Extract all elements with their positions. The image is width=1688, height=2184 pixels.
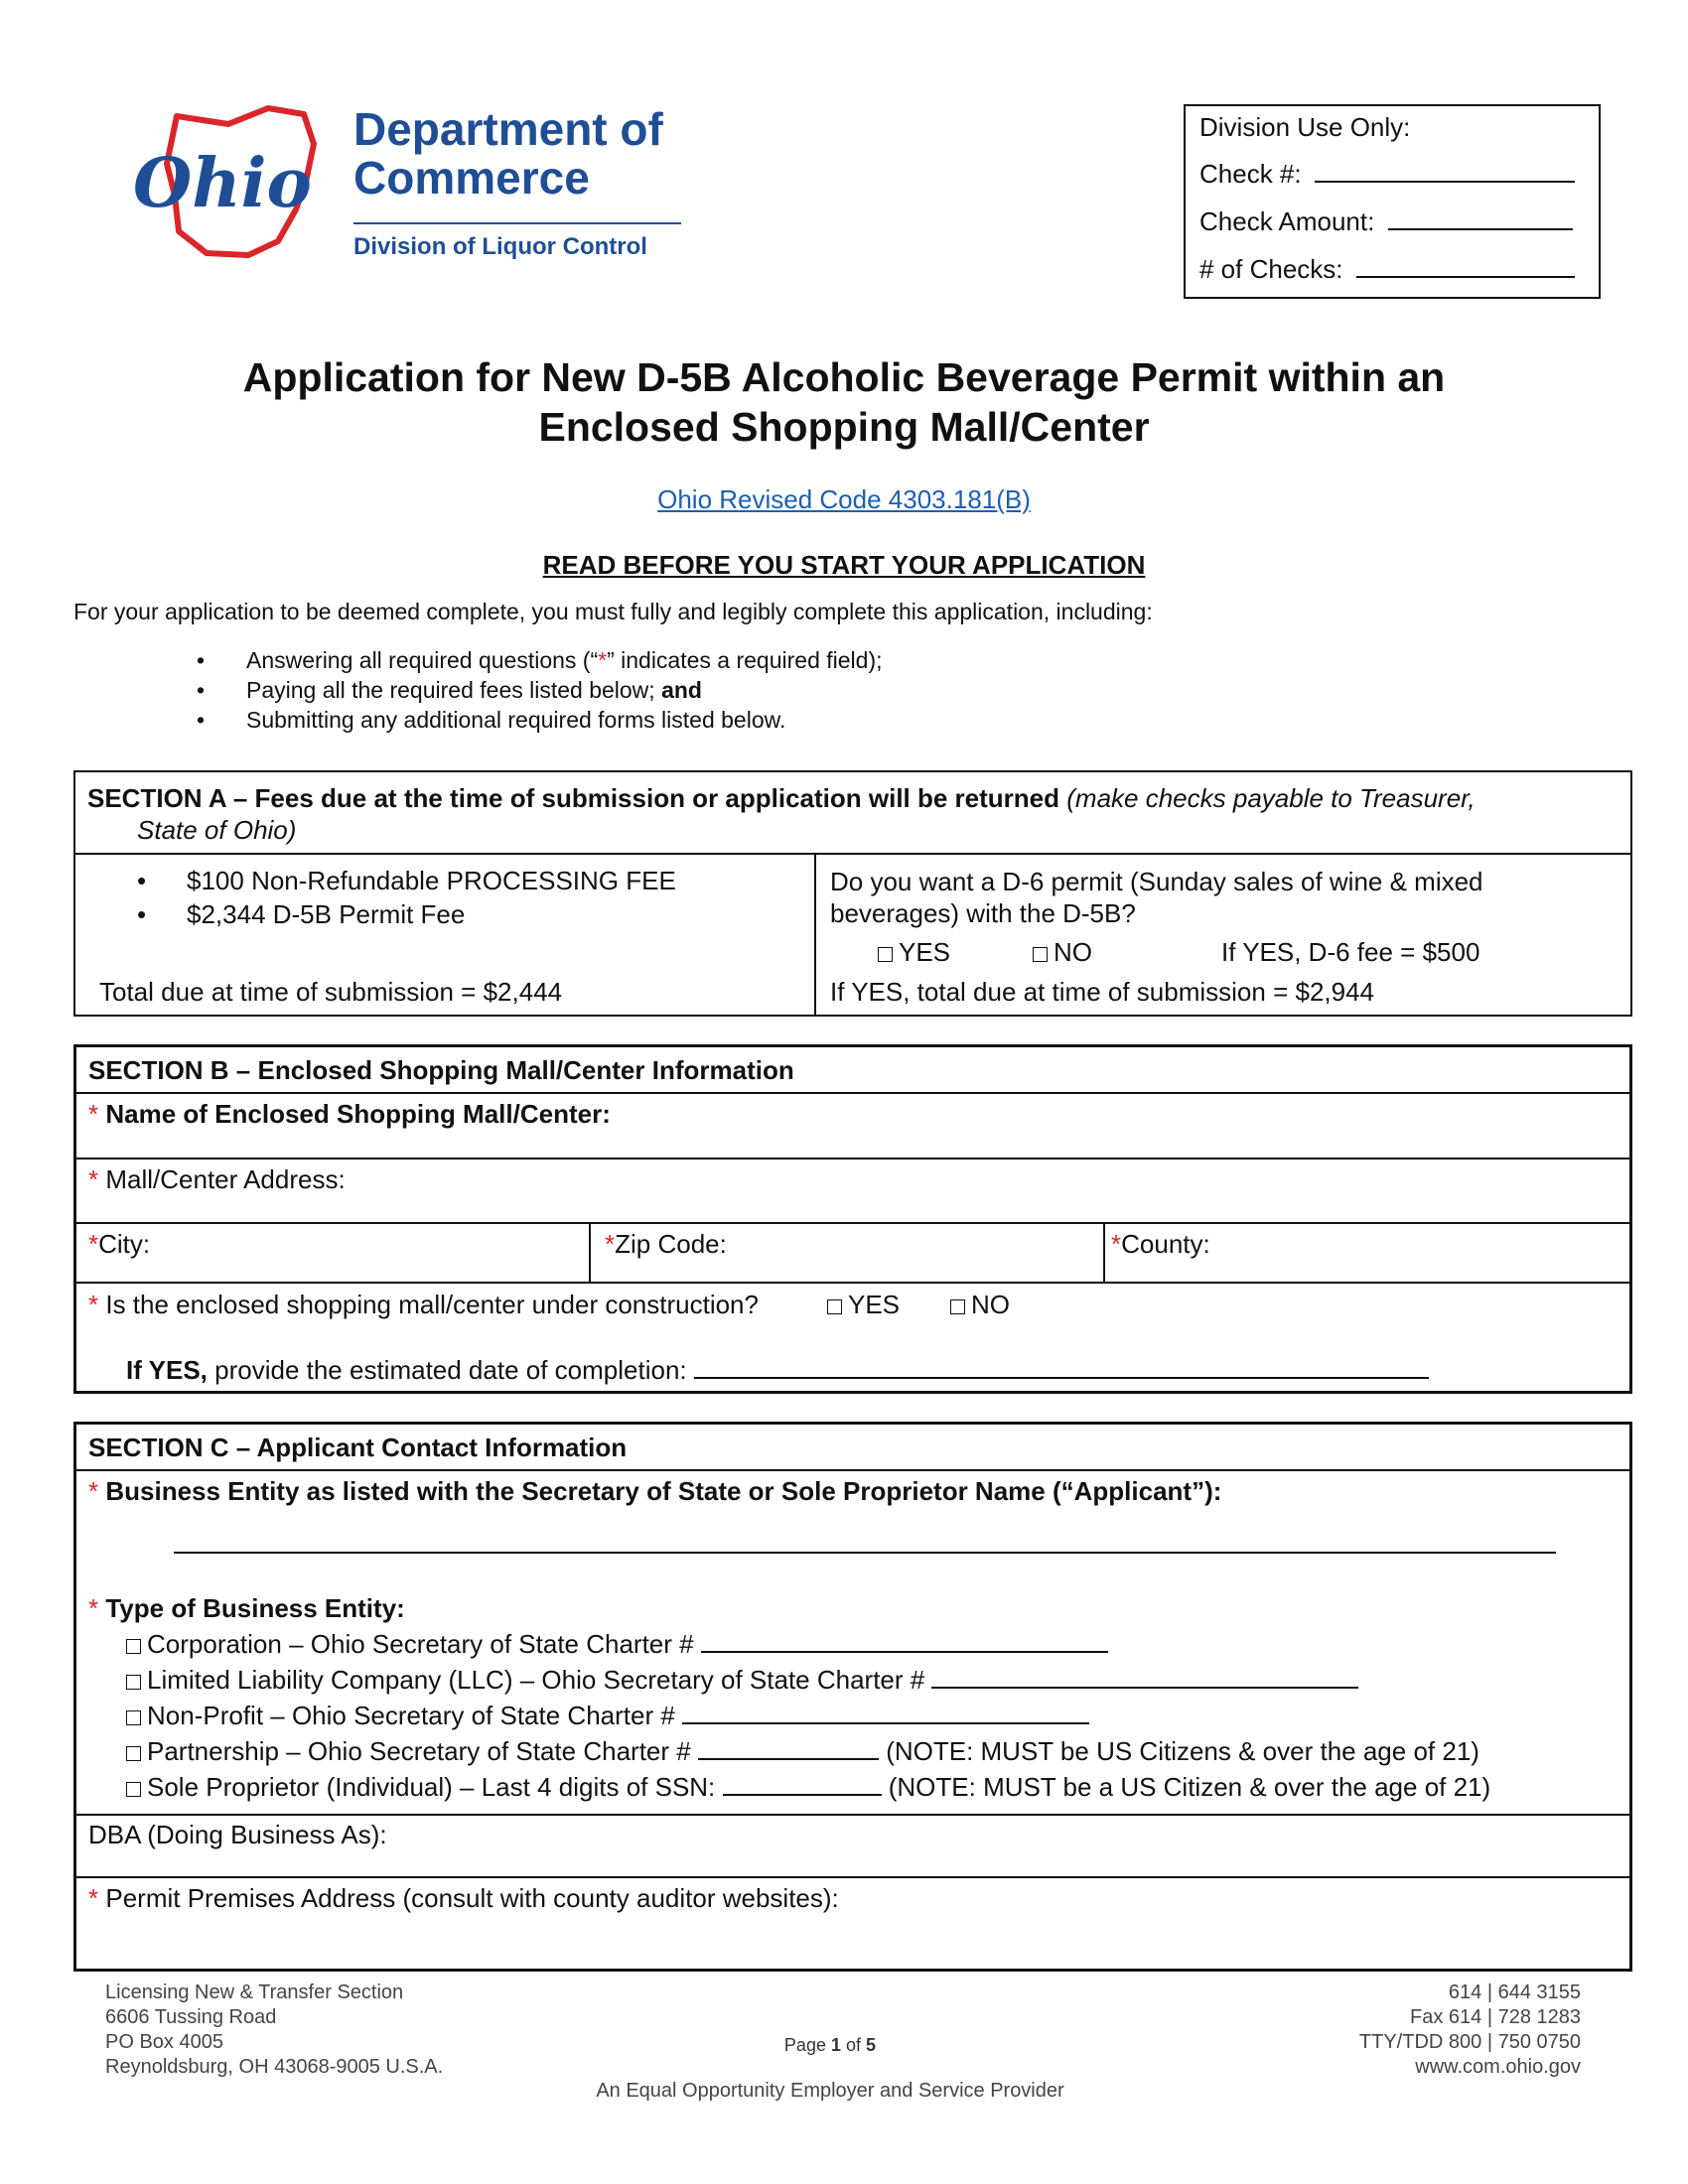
entity-type-label (88, 1593, 405, 1624)
divider (1103, 1222, 1105, 1282)
divider (76, 1282, 1629, 1284)
zip-text: Zip Code: (615, 1229, 727, 1259)
required-star: * (88, 1164, 99, 1194)
footer-address (105, 1980, 443, 2080)
required-star: * (605, 1229, 616, 1259)
section-a-note: (make checks payable to Treasurer, (1066, 783, 1476, 813)
bullet-required-questions (246, 647, 883, 674)
mall-address-label (88, 1164, 346, 1195)
partnership-note: (NOTE: MUST be US Citizens & over the age of 21) (886, 1736, 1479, 1766)
divider (76, 1814, 1629, 1816)
required-star: * (88, 1593, 99, 1623)
divider (76, 1876, 1629, 1878)
sole-proprietor-note: (NOTE: MUST be a US Citizen & over the age of 21) (888, 1772, 1491, 1802)
corporation-label: Corporation – Ohio Secretary of State Charter # (147, 1629, 694, 1659)
partnership-label: Partnership – Ohio Secretary of State Charter # (147, 1736, 691, 1766)
check-amount-row (1199, 206, 1573, 237)
d6-fee: If YES, D-6 fee = $500 (1221, 937, 1480, 967)
section-c (73, 1422, 1632, 1972)
entity-name-field[interactable] (174, 1552, 1556, 1554)
check-number-field[interactable] (1315, 181, 1575, 183)
footer-city: Reynoldsburg, OH 43068-9005 U.S.A. (105, 2056, 444, 2078)
fee-processing: • $100 Non-Refundable PROCESSING FEE (137, 866, 676, 895)
mall-name-field[interactable] (76, 1135, 1629, 1155)
required-star: * (88, 1229, 99, 1259)
footer-section-name: Licensing New & Transfer Section (105, 1981, 404, 2003)
num-checks-row (1199, 254, 1575, 285)
mall-address-text: Mall/Center Address: (105, 1164, 346, 1194)
title-line2: Enclosed Shopping Mall/Center (538, 404, 1150, 450)
page-total: 5 (866, 2035, 877, 2055)
department-name-line2: Commerce (353, 152, 590, 204)
division-use-title: Division Use Only: (1199, 112, 1411, 142)
corporation-charter-field[interactable] (701, 1651, 1108, 1653)
construction-no-option[interactable] (950, 1290, 1010, 1320)
premises-address-label (88, 1883, 839, 1914)
section-b-heading: SECTION B – Enclosed Shopping Mall/Center Information (88, 1055, 794, 1085)
llc-charter-field[interactable] (931, 1687, 1358, 1689)
check-amount-label: Check Amount: (1199, 206, 1375, 236)
d6-yes-label: YES (899, 937, 951, 967)
llc-label: Limited Liability Company (LLC) – Ohio Secretary of State Charter # (147, 1665, 925, 1695)
required-star: * (598, 647, 608, 673)
if-yes-label: If YES, (126, 1355, 208, 1385)
completion-date-field[interactable] (694, 1377, 1429, 1379)
divider (75, 853, 1630, 855)
premises-address-text: Permit Premises Address (consult with county auditor websites): (105, 1883, 839, 1913)
d6-no-checkbox[interactable] (1033, 947, 1048, 962)
bullet-fees (246, 677, 702, 704)
construction-question (88, 1290, 759, 1320)
option-nonprofit[interactable] (126, 1701, 1089, 1731)
completion-date-row (126, 1355, 1429, 1386)
option-corporation[interactable] (126, 1629, 1108, 1660)
mall-name-label (88, 1099, 611, 1130)
fee-permit: • $2,344 D-5B Permit Fee (137, 899, 466, 929)
nonprofit-checkbox[interactable] (126, 1710, 141, 1725)
entity-name-label (88, 1476, 1221, 1507)
d6-total: If YES, total due at time of submission = $2,944 (830, 977, 1375, 1007)
page-current: 1 (830, 2035, 841, 2055)
construction-yes-checkbox[interactable] (827, 1299, 842, 1314)
construction-no-label: NO (971, 1290, 1010, 1319)
construction-question-text: Is the enclosed shopping mall/center under construction? (105, 1290, 759, 1319)
num-checks-label: # of Checks: (1199, 254, 1343, 284)
sole-proprietor-label: Sole Proprietor (Individual) – Last 4 digits of SSN: (147, 1772, 716, 1802)
check-number-label: Check #: (1199, 159, 1302, 189)
divider (589, 1222, 591, 1282)
divider (76, 1222, 1629, 1224)
d6-question-line1: Do you want a D-6 permit (Sunday sales of wine & mixed (830, 867, 1483, 896)
construction-yes-label: YES (848, 1290, 901, 1319)
orc-link[interactable]: Ohio Revised Code 4303.181(B) (657, 484, 1031, 514)
entity-type-text: Type of Business Entity: (105, 1593, 405, 1623)
title-line1: Application for New D-5B Alcoholic Beverage Permit within an (242, 354, 1446, 400)
logo-divider (353, 222, 681, 224)
read-before-heading: READ BEFORE YOU START YOUR APPLICATION (542, 550, 1146, 580)
intro-text: For your application to be deemed complete, you must fully and legibly complete this application, including: (73, 599, 1153, 624)
section-a (73, 770, 1632, 1017)
section-a-title: SECTION A – Fees due at the time of submission or application will be returned (87, 783, 1060, 813)
footer-fax: Fax 614 | 728 1283 (1410, 2006, 1581, 2028)
footer-phone: 614 | 644 3155 (1448, 1981, 1581, 2003)
divider (814, 853, 816, 1017)
construction-no-checkbox[interactable] (950, 1299, 965, 1314)
partnership-checkbox[interactable] (126, 1746, 141, 1761)
section-b (73, 1044, 1632, 1394)
footer-tty: TTY/TDD 800 | 750 0750 (1358, 2031, 1581, 2053)
required-star: * (88, 1883, 99, 1913)
footer-po-box: PO Box 4005 (105, 2031, 223, 2053)
city-text: City: (98, 1229, 151, 1259)
option-llc[interactable] (126, 1665, 1358, 1696)
partnership-charter-field[interactable] (698, 1758, 879, 1760)
option-partnership[interactable] (126, 1736, 1479, 1767)
sole-proprietor-checkbox[interactable] (126, 1782, 141, 1797)
bullet1-text-end: ” indicates a required field); (607, 647, 883, 673)
bullet-forms: • Submitting any additional required forms listed below. (246, 707, 785, 734)
eoe-statement: An Equal Opportunity Employer and Service Provider (596, 2080, 1064, 2102)
department-name-line1: Department of (353, 103, 663, 155)
footer-contact (1241, 1980, 1581, 2080)
completion-date-label: provide the estimated date of completion: (214, 1355, 687, 1385)
bullet2-and: and (661, 677, 702, 703)
page-label: Page (783, 2035, 826, 2055)
corporation-checkbox[interactable] (126, 1639, 141, 1654)
construction-yes-option[interactable] (827, 1290, 900, 1320)
d6-yes-option[interactable] (878, 937, 950, 968)
fee-permit-text: $2,344 D-5B Permit Fee (187, 899, 466, 929)
check-number-row (1199, 159, 1575, 190)
bullet1-text: Answering all required questions (“ (246, 647, 599, 673)
division-name: Division of Liquor Control (353, 233, 647, 260)
ssn-last4-field[interactable] (723, 1794, 882, 1796)
d6-question (830, 866, 1483, 929)
fee-processing-text: $100 Non-Refundable PROCESSING FEE (187, 866, 676, 895)
entity-name-text: Business Entity as listed with the Secretary of State or Sole Proprietor Name (“Applicant”): (105, 1476, 1222, 1506)
mall-name-text: Name of Enclosed Shopping Mall/Center: (105, 1099, 611, 1129)
city-label (88, 1229, 150, 1260)
option-sole-proprietor[interactable] (126, 1772, 1490, 1803)
num-checks-field[interactable] (1356, 276, 1575, 278)
division-use-only-box (1184, 104, 1601, 299)
section-c-heading: SECTION C – Applicant Contact Information (88, 1433, 628, 1462)
required-star: * (88, 1099, 99, 1129)
footer-website[interactable]: www.com.ohio.gov (1415, 2056, 1581, 2078)
divider (76, 1469, 1629, 1471)
nonprofit-charter-field[interactable] (682, 1722, 1089, 1724)
total-due: Total due at time of submission = $2,444 (99, 977, 563, 1007)
county-label (1111, 1229, 1210, 1260)
d6-question-line2: beverages) with the D-5B? (830, 898, 1136, 928)
section-a-note-2: State of Ohio) (137, 815, 297, 845)
required-star: * (88, 1476, 99, 1506)
llc-checkbox[interactable] (126, 1675, 141, 1690)
divider (76, 1158, 1629, 1160)
d6-no-label: NO (1054, 937, 1092, 967)
bullet2-text: Paying all the required fees listed below; (246, 677, 655, 703)
page-of: of (846, 2035, 862, 2055)
d6-no-option[interactable] (1033, 937, 1092, 968)
county-text: County: (1121, 1229, 1210, 1259)
page-title (0, 352, 1688, 452)
required-star: * (1111, 1229, 1122, 1259)
ohio-logo-word: Ohio (133, 144, 312, 223)
divider (76, 1092, 1629, 1094)
check-amount-field[interactable] (1388, 228, 1573, 230)
dba-label: DBA (Doing Business As): (88, 1820, 387, 1849)
zip-label (605, 1229, 727, 1260)
required-star: * (88, 1290, 99, 1319)
footer-street: 6606 Tussing Road (105, 2006, 277, 2028)
d6-yes-checkbox[interactable] (878, 947, 893, 962)
nonprofit-label: Non-Profit – Ohio Secretary of State Charter # (147, 1701, 675, 1730)
section-a-heading (87, 782, 1617, 846)
ohio-logo (129, 104, 328, 263)
